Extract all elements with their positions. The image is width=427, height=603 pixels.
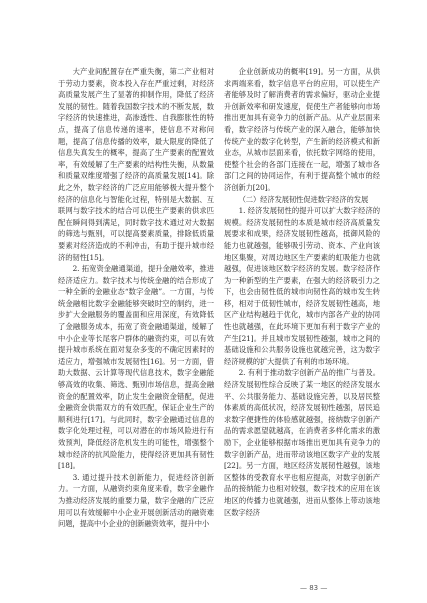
page-number: — 83 — <box>300 584 328 592</box>
paragraph: 企业创新成功的概率[19]。另一方面，从供求两端来看，数字信息平台的应用，可以使生产者能够及时了解消费者的需求偏好，驱动企业提升创新效率和研发速度，促使生产者能够向市场推出更加具有竞争力的创新产品。从产业层面来看，数字经济与传统产业的深入融合，能够加快传统产业的数字化转型，产生新的经济模式和新业态，从城市层面来看，依托数字网络的使用，使整个社会的各部门连接在一起，增强了城市各部门之间的协同运作，有利于提高整个城市的经济创新力[20]。 <box>224 67 380 192</box>
paragraph: 3. 通过提升技术创新能力，促进经济创新力。一方面，从融资约束角度来看，数字金融作为推动经济发展的重要力量，数字金融的广泛应用可以有效缓解中小企业开展创新活动的融资难问题，提高中小企业的创新融资效率，提升中小 <box>58 472 214 529</box>
section-heading: （二）经济发展韧性促进数字经济的发展 <box>238 194 369 204</box>
left-column <box>58 66 214 530</box>
paragraph: 2. 有利于推动数字创新产品的推广与普及。经济发展韧性综合反映了某一地区的经济发展水平、公共服务能力、基础设施完善，以及居民整体素质的高低状况，经济发展韧性越强，居民追求数字便捷性的体验感就越强，接纳数字创新产品的需求愿望就越高，在消费者多样化需求的激励下，企业能够根据市场推出更加具有竞争力的数字创新产品，进而带动该地区数字产业的发展[22]。另一方面，地区经济发展韧性越强，该地区整体的受教育水平也相应提高，对数字创新产品的接纳能力也相对较强，数字技术的应用在该地区的传播力也就越强，进而从整体上带动该地区数字经济 <box>224 368 380 517</box>
right-column <box>224 66 380 518</box>
paragraph: 2. 拓宽资金融通渠道，提升金融效率，推进经济适应力。数字技术与传统金融的结合形成了一种全新的金融业态“数字金融”。一方面，与传统金融相比数字金融能够突破时空的制约，进一步扩大金融服务的覆盖面和应用深度，有效降低了金融服务成本，拓宽了资金融通渠道，缓解了中小企业等长尾客户群体的融资约束，可以有效提升城市系统在面对复杂多变的不确定因素时的适应力，增强城市发展韧性[16]。另一方面，借助大数据、云计算等现代信息技术，数字金融能够高效的收集、筛选、甄别市场信息，提高金融资金的配置效率，防止发生金融资金错配，促进金融资金供需双方的有效匹配，保证企业生产的顺利进行[17]。与此同时，数字金融通过信息的数字化处理过程，可以对潜在的市场风险进行有效预判，降低经济危机发生的可能性，增强整个城市经济的抗风险能力，使得经济更加具有韧性[18]。 <box>58 264 214 471</box>
paragraph: 大产业间配置存在严重失衡，第二产业相对于劳动力要素，资本投入存在严重过剩，对经济高质量发展产生了显著的抑制作用，降低了经济发展的韧性。随着我国数字技术的不断发展，数字经济的快速推进，高渗透性、自我膨胀性的特点，提高了信息传递的速率，使信息不对称问题，提高了信息传播的效率，最大限度的降低了信息失真发生的概率，提高了生产要素的配置效率，有效缓解了生产要素的结构性失衡，从数量和质量双维度增强了经济的高质量发展[14]。除此之外，数字经济的广泛应用能够极大提升整个经济的信息化与智能化过程，特别是大数据、互联网与数字技术的结合可以使生产要素的供求匹配在瞬间得到满足，同时数字技术通过对大数据的筛选与甄别，可以提高要素质量，排除低质量要素对经济造成的不利冲击，有助于提升城市经济的韧性[15]。 <box>58 67 214 262</box>
paragraph: 1. 经济发展韧性的提升可以扩大数字经济的规模。经济发展韧性的本质是城市经济高质量发展要求和成果，经济发展韧性越高，抵御风险的能力也就越强，能够吸引劳动、资本、产业向该地区集聚，对周边地区生产要素的虹吸能力也就越强，促进该地区数字经济的发展。数字经济作为一种新型的生产要素，在强大的经济吸引力之下，也会由韧性低的城市向韧性高的城市发生转移，相对于低韧性城市，经济发展韧性越高，地区产业结构越趋于优化，城市内部各产业的协同性也就越强，在此环境下更加有利于数字产业的产生[21]。并且城市发展韧性越强，城市之间的基础设施和公共服务设施也就越完善，这为数字经济规模的扩大提供了有利的市场环境。 <box>224 206 380 366</box>
